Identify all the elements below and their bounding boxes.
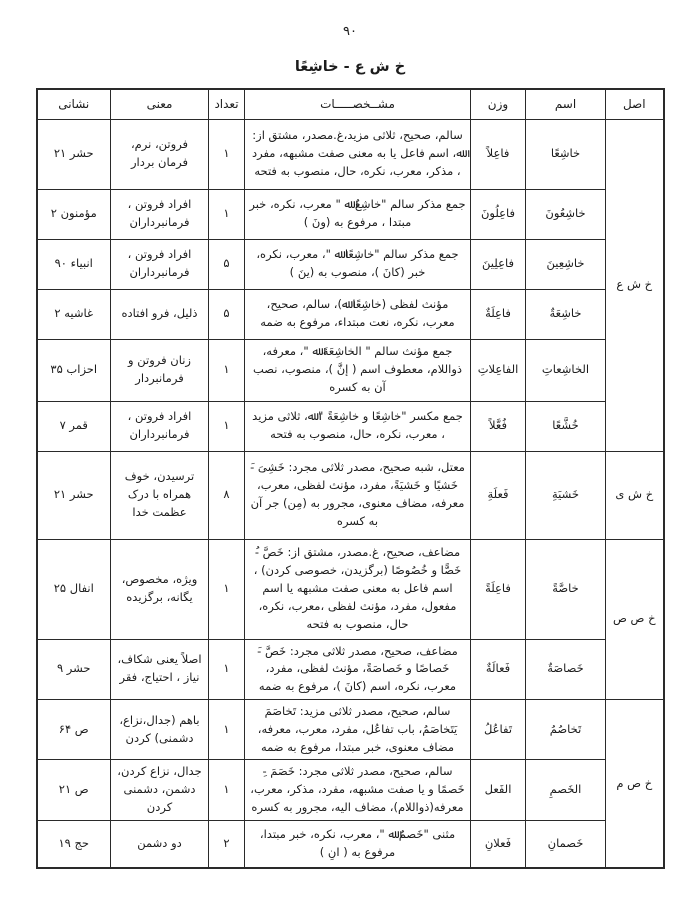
header-asl: اصل	[606, 89, 664, 119]
moshakhasat-cell: جمع مذکر سالم "خاشِعًا ﷲ "، معرب، نکره، خبر (کانَ )، منصوب به (ینَ )	[245, 239, 471, 289]
mani-cell: زنان فروتن و فرمانبردار	[111, 339, 209, 401]
neshani-cell: غاشیه ۲	[37, 289, 111, 339]
neshani-cell: حشر ۲۱	[37, 119, 111, 189]
esm-cell: خاصَّةً	[526, 539, 606, 639]
table-row	[37, 401, 664, 451]
header-row	[37, 89, 664, 119]
header-tedad: تعداد	[209, 89, 245, 119]
tedad-cell: ۱	[209, 339, 245, 401]
mani-cell: افراد فروتن ، فرمانبرداران	[111, 189, 209, 239]
table-row	[37, 189, 664, 239]
root-cell: خ ش ع	[606, 119, 664, 451]
esm-cell: الخَصمِ	[526, 760, 606, 820]
esm-cell: خَصمانِ	[526, 820, 606, 868]
vazn-cell: فَعلَةِ	[471, 451, 526, 539]
page-number: ۹۰	[343, 24, 357, 39]
header-vazn: وزن	[471, 89, 526, 119]
moshakhasat-cell: سالم، صحیح، مصدر ثلاثی مجرد: خَصَمَ -ِ خَصمًا و یا صفت مشبهه، مفرد، مذکر، معرب، معرفه(ذواللام)، مضاف الیه، مجرور به کسره	[245, 760, 471, 820]
moshakhasat-cell: معتل، شبه صحیح، مصدر ثلاثی مجرد: خَشِیَ -َ خَشیًا و خَشیَةً، مفرد، مؤنث لفظی، معرب، معرفه، مضاف معنوی، مجرور به (مِن) جر آن به کسره	[245, 451, 471, 539]
moshakhasat-cell: مثنی "خَصمٌ ﷲ "، معرب، نکره، خبر مبتدا، مرفوع به ( انِ )	[245, 820, 471, 868]
neshani-cell: ص ۲۱	[37, 760, 111, 820]
moshakhasat-cell: مضاعف، صحیح، مصدر ثلاثی مجرد: خَصَّ -َ خَصاصًا و خَصاصَةً، مؤنث لفظی، مفرد، معرب، نکره، اسم (کانَ )، مرفوع به ضمه	[245, 639, 471, 699]
neshani-cell: حشر ۲۱	[37, 451, 111, 539]
esm-cell: خاشِعًا	[526, 119, 606, 189]
vazn-cell: الفاعِلاتِ	[471, 339, 526, 401]
neshani-cell: حج ۱۹	[37, 820, 111, 868]
header-moshakhasat: مشــخصـــــات	[245, 89, 471, 119]
table-row	[37, 699, 664, 759]
vazn-cell: فُعَّلاً	[471, 401, 526, 451]
mani-cell: ویژه، مخصوص، یگانه، برگزیده	[111, 539, 209, 639]
table-row	[37, 119, 664, 189]
moshakhasat-cell: مؤنث لفظی (خاشِعًا ﷲ)، سالم، صحیح، معرب، نکره، نعت مبتداء، مرفوع به ضمه	[245, 289, 471, 339]
root-cell: خ ص ص	[606, 539, 664, 699]
mani-cell: دو دشمن	[111, 820, 209, 868]
mani-cell: ترسیدن، خوف همراه با درک عظمت خدا	[111, 451, 209, 539]
vazn-cell: فاعِلِینَ	[471, 239, 526, 289]
root-cell: خ ص م	[606, 699, 664, 868]
vazn-cell: تَفاعُلُ	[471, 699, 526, 759]
table-row	[37, 820, 664, 868]
esm-cell: خاشِعِینَ	[526, 239, 606, 289]
morphology-table	[36, 88, 665, 869]
header-esm: اسم	[526, 89, 606, 119]
tedad-cell: ۱	[209, 401, 245, 451]
moshakhasat-cell: سالم، صحیح، ثلاثی مزید،غ.مصدر، مشتق از: ﷲ، اسم فاعل یا به معنی صفت مشبهه، مفرد ، مذکر، معرب، نکره، حال، منصوب به فتحه	[245, 119, 471, 189]
esm-cell: تَخاصُمُ	[526, 699, 606, 759]
esm-cell: خاشِعُونَ	[526, 189, 606, 239]
vazn-cell: فاعِلُونَ	[471, 189, 526, 239]
table-row	[37, 339, 664, 401]
tedad-cell: ۵	[209, 239, 245, 289]
page-title: خ ش ع - خاشِعًا	[294, 59, 406, 75]
vazn-cell: الفَعل	[471, 760, 526, 820]
mani-cell: باهم (جدال،نزاع، دشمنی) کردن	[111, 699, 209, 759]
tedad-cell: ۱	[209, 119, 245, 189]
tedad-cell: ۱	[209, 699, 245, 759]
vazn-cell: فَعالَةٌ	[471, 639, 526, 699]
mani-cell: افراد فروتن ، فرمانبرداران	[111, 401, 209, 451]
mani-cell: اصلاً یعنی شکاف، نیاز ، احتیاج، فقر	[111, 639, 209, 699]
tedad-cell: ۲	[209, 820, 245, 868]
tedad-cell: ۵	[209, 289, 245, 339]
neshani-cell: احزاب ۳۵	[37, 339, 111, 401]
tedad-cell: ۱	[209, 760, 245, 820]
moshakhasat-cell: مضاعف، صحیح، غ.مصدر، مشتق از: خَصَّ -ُ خَصًّا و خُصُوصًا (برگزیدن، خصوصی کردن) ، اسم فاعل به معنی صفت مشبهه یا اسم مفعول، مفرد، مؤنث لفظی ،معرب، نکره، حال، منصوب به فتحه	[245, 539, 471, 639]
esm-cell: خاشِعَةٌ	[526, 289, 606, 339]
neshani-cell: قمر ۷	[37, 401, 111, 451]
neshani-cell: ص ۶۴	[37, 699, 111, 759]
neshani-cell: انبیاء ۹۰	[37, 239, 111, 289]
neshani-cell: مؤمنون ۲	[37, 189, 111, 239]
tedad-cell: ۱	[209, 189, 245, 239]
vazn-cell: فاعِلاً	[471, 119, 526, 189]
root-cell: خ ش ی	[606, 451, 664, 539]
mani-cell: ذلیل، فرو افتاده	[111, 289, 209, 339]
mani-cell: افراد فروتن ، فرمانبرداران	[111, 239, 209, 289]
table-row	[37, 239, 664, 289]
header-neshani: نشانی	[37, 89, 111, 119]
moshakhasat-cell: سالم، صحیح، مصدر ثلاثی مزید: تَخاصَمَ یَتَخاصَمُ، باب تفاعُل، مفرد، معرب، معرفه، مضاف معنوی، خبر مبتدا، مرفوع به ضمه	[245, 699, 471, 759]
table-row	[37, 451, 664, 539]
tedad-cell: ۱	[209, 539, 245, 639]
esm-cell: خَشیَةِ	[526, 451, 606, 539]
table-row	[37, 289, 664, 339]
table-row	[37, 760, 664, 820]
tedad-cell: ۱	[209, 639, 245, 699]
vazn-cell: فاعِلَةٌ	[471, 289, 526, 339]
table-row	[37, 639, 664, 699]
neshani-cell: حشر ۹	[37, 639, 111, 699]
moshakhasat-cell: جمع مذکر سالم "خاشِعٌ ﷲ " معرب، نکره، خبر مبتدا ، مرفوع به (ونَ )	[245, 189, 471, 239]
esm-cell: الخاشِعاتِ	[526, 339, 606, 401]
moshakhasat-cell: جمع مؤنث سالم " الخاشِعَةَ ﷲ "، معرفه، ذواللام، معطوف اسم ( إنَّ )، منصوب، نصب آن به کسره	[245, 339, 471, 401]
esm-cell: خَصاصَةٌ	[526, 639, 606, 699]
vazn-cell: فاعِلَةً	[471, 539, 526, 639]
header-mani: معنی	[111, 89, 209, 119]
neshani-cell: انفال ۲۵	[37, 539, 111, 639]
mani-cell: فروتن، نرم، فرمان بردار	[111, 119, 209, 189]
mani-cell: جدال، نزاع کردن، دشمن، دشمنی کردن	[111, 760, 209, 820]
vazn-cell: فَعلانِ	[471, 820, 526, 868]
tedad-cell: ۸	[209, 451, 245, 539]
table-row	[37, 539, 664, 639]
moshakhasat-cell: جمع مکسر "خاشِعًا و خاشِعَةً " ﷲ، ثلاثی مزید ، معرب، نکره، حال، منصوب به فتحه	[245, 401, 471, 451]
esm-cell: خُشَّعًا	[526, 401, 606, 451]
